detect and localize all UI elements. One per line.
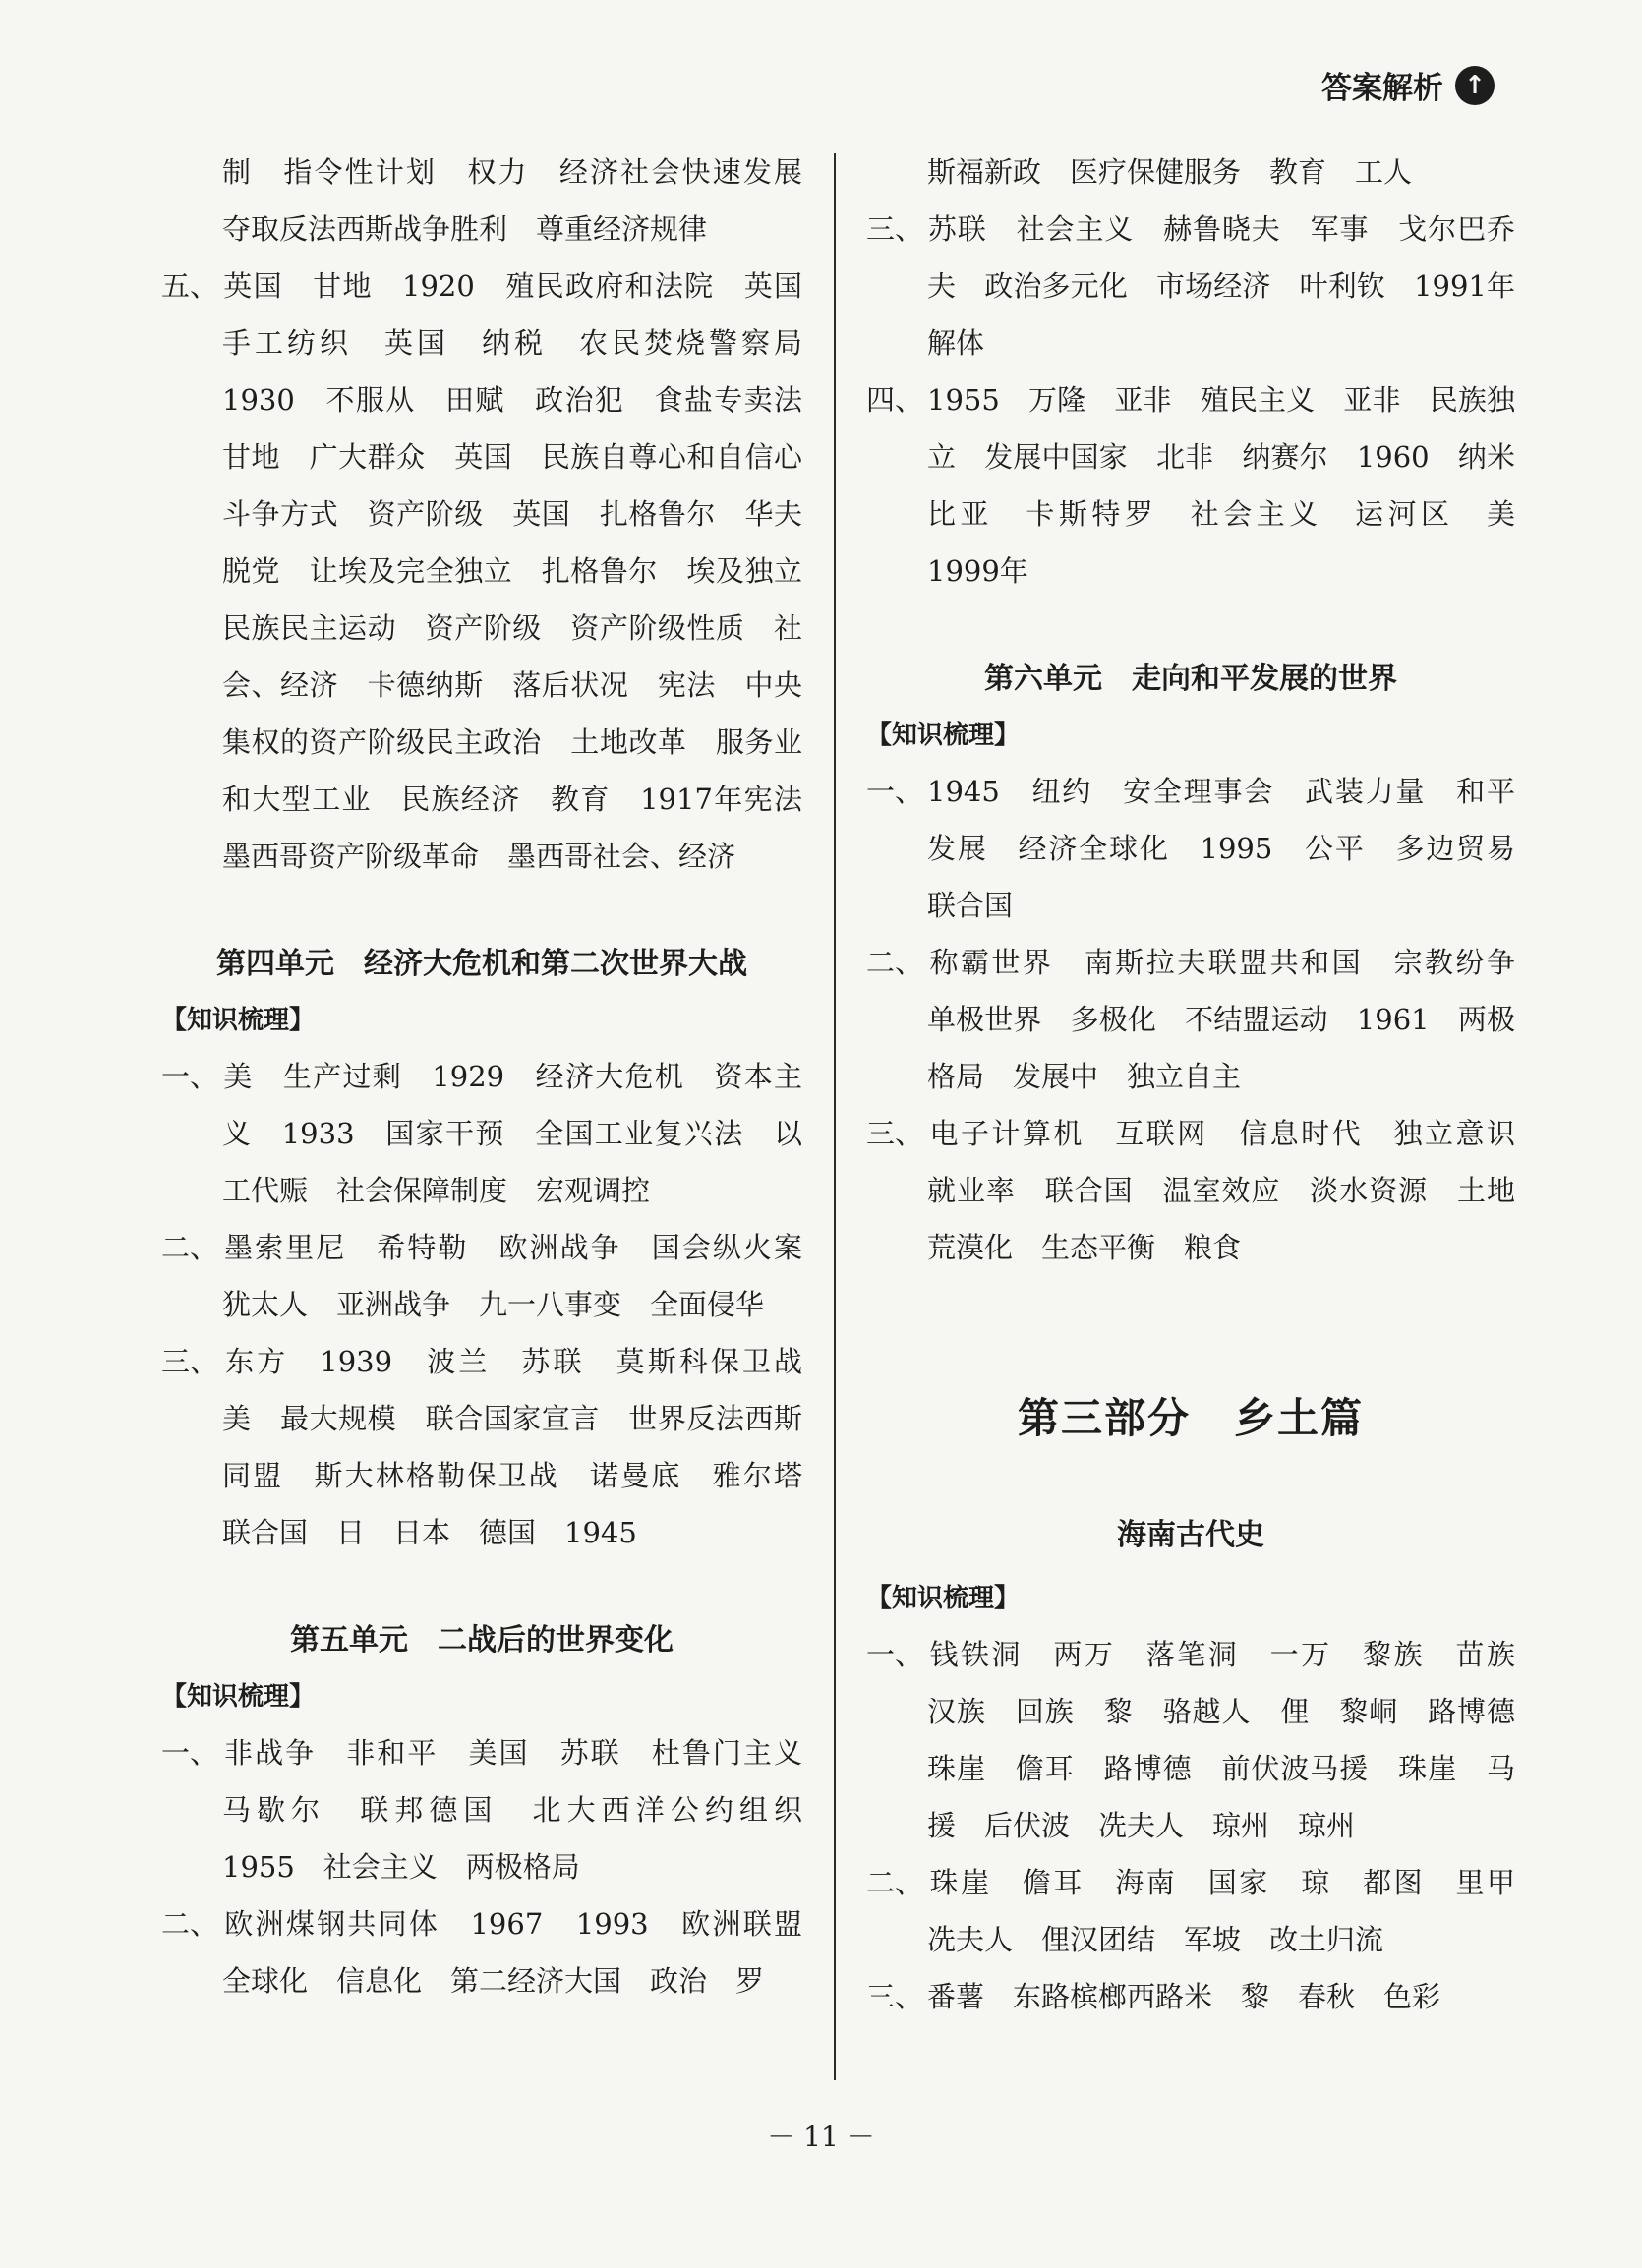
unit-four-item-3 bbox=[161, 1333, 832, 1561]
continued-paragraph: 斯福新政 医疗保健服务 教育 工人 bbox=[927, 155, 1413, 189]
hainan-item-1 bbox=[866, 1626, 1545, 1854]
hainan-item-3 bbox=[866, 1968, 1515, 2025]
item-text: 1955 万隆 亚非 殖民主义 亚非 民族独立 发展中国家 北非 纳赛尔 1960 纳米比亚 卡斯特罗 社会主义 运河区 美 1999年 bbox=[927, 383, 1545, 588]
item-number: 五、 bbox=[161, 269, 219, 303]
column-divider bbox=[834, 153, 836, 2080]
item-number: 三、 bbox=[866, 212, 924, 246]
item-text: 珠崖 儋耳 海南 国家 琼 都图 里甲 冼夫人 俚汉团结 军坡 改土归流 bbox=[927, 1866, 1545, 1956]
continued-paragraph: 制 指令性计划 权力 经济社会快速发展 夺取反法西斯战争胜利 尊重经济规律 bbox=[222, 155, 832, 246]
item-text: 美 生产过剩 1929 经济大危机 资本主义 1933 国家干预 全国工业复兴法 以工代赈 社会保障制度 宏观调控 bbox=[222, 1060, 802, 1207]
up-arrow-icon: ↑ bbox=[1455, 66, 1495, 105]
unit-six-title: 第六单元 走向和平发展的世界 bbox=[984, 662, 1397, 696]
item-text: 墨索里尼 希特勒 欧洲战争 国会纵火案 犹太人 亚洲战争 九一八事变 全面侵华 bbox=[222, 1231, 832, 1321]
knowledge-label: 【知识梳理】 bbox=[866, 1584, 1021, 1613]
part-three-title: 第三部分 乡土篇 bbox=[1017, 1394, 1364, 1442]
item-number: 一、 bbox=[161, 1060, 219, 1093]
item-number: 三、 bbox=[866, 1980, 924, 2013]
item-number: 三、 bbox=[161, 1345, 219, 1378]
knowledge-label: 【知识梳理】 bbox=[866, 721, 1021, 750]
unit-six-item-2 bbox=[866, 934, 1545, 1105]
page-header bbox=[1321, 63, 1495, 107]
item-number: 三、 bbox=[866, 1117, 924, 1150]
unit-five-item-4 bbox=[866, 372, 1545, 600]
unit-four-item-1 bbox=[161, 1048, 802, 1219]
item-number: 二、 bbox=[866, 946, 924, 979]
item-text: 番薯 东路槟榔西路米 黎 春秋 色彩 bbox=[927, 1980, 1441, 2013]
header-title: 答案解析 bbox=[1321, 71, 1443, 106]
item-text: 欧洲煤钢共同体 1967 1993 欧洲联盟 全球化 信息化 第二经济大国 政治 罗 bbox=[222, 1907, 832, 1998]
item-text: 苏联 社会主义 赫鲁晓夫 军事 戈尔巴乔夫 政治多元化 市场经济 叶利钦 1991年 解体 bbox=[927, 212, 1545, 360]
knowledge-label: 【知识梳理】 bbox=[161, 1006, 316, 1035]
item-text: 称霸世界 南斯拉夫联盟共和国 宗教纷争 单极世界 多极化 不结盟运动 1961 两极格局 发展中 独立自主 bbox=[927, 946, 1545, 1093]
unit-five-item-2 bbox=[161, 1895, 832, 2009]
item-text: 英国 甘地 1920 殖民政府和法院 英国 手工纺织 英国 纳税 农民焚烧警察局 1930 不服从 田赋 政治犯 食盐专卖法 甘地 广大群众 英国 民族自尊心和自信心 斗争方式 资产阶级 英国 扎格鲁尔 华夫脱党 让埃及完全独立 扎格鲁尔 埃及独立 民族民主运动 资产阶级 资产阶级性质 社会、经济 卡德纳斯 落后状况 宪法 中央集权的资产阶级民主政治 土地改革 服务业和大型工业 民族经济 教育 1917年宪法 墨西哥资产阶级革命 墨西哥社会、经济 bbox=[222, 269, 832, 873]
left-column bbox=[161, 144, 832, 2009]
item-text: 钱铁洞 两万 落笔洞 一万 黎族 苗族 汉族 回族 黎 骆越人 俚 黎峒 路博德 珠崖 儋耳 路博德 前伏波马援 珠崖 马援 后伏波 冼夫人 琼州 琼州 bbox=[927, 1638, 1545, 1842]
knowledge-label: 【知识梳理】 bbox=[161, 1682, 316, 1712]
item-text: 电子计算机 互联网 信息时代 独立意识 就业率 联合国 温室效应 淡水资源 土地荒漠化 生态平衡 粮食 bbox=[927, 1117, 1545, 1264]
unit-five-item-3 bbox=[866, 201, 1545, 372]
unit-six-item-3 bbox=[866, 1105, 1545, 1276]
unit-five-title: 第五单元 二战后的世界变化 bbox=[290, 1623, 674, 1657]
unit-six-item-1 bbox=[866, 763, 1545, 934]
unit-four-item-2 bbox=[161, 1219, 832, 1333]
item-text: 东方 1939 波兰 苏联 莫斯科保卫战 美 最大规模 联合国家宣言 世界反法西斯同盟 斯大林格勒保卫战 诺曼底 雅尔塔 联合国 日 日本 德国 1945 bbox=[222, 1345, 832, 1549]
unit-four-title: 第四单元 经济大危机和第二次世界大战 bbox=[216, 947, 747, 981]
item-text: 非战争 非和平 美国 苏联 杜鲁门主义 马歇尔 联邦德国 北大西洋公约组织 1955 社会主义 两极格局 bbox=[222, 1736, 832, 1884]
item-number: 四、 bbox=[866, 383, 924, 417]
hainan-history-title: 海南古代史 bbox=[1117, 1518, 1264, 1552]
hainan-item-2 bbox=[866, 1854, 1545, 1968]
item-number: 一、 bbox=[866, 775, 924, 808]
right-column bbox=[866, 144, 1545, 2025]
item-number: 一、 bbox=[161, 1736, 219, 1770]
item-number: 二、 bbox=[161, 1231, 219, 1264]
section-five-item bbox=[161, 258, 832, 885]
unit-five-item-1 bbox=[161, 1724, 832, 1895]
item-number: 一、 bbox=[866, 1638, 924, 1671]
item-number: 二、 bbox=[866, 1866, 924, 1899]
page-number: － 11 － bbox=[767, 2121, 875, 2153]
item-number: 二、 bbox=[161, 1907, 219, 1941]
item-text: 1945 纽约 安全理事会 武装力量 和平 发展 经济全球化 1995 公平 多边贸易 联合国 bbox=[927, 775, 1545, 922]
